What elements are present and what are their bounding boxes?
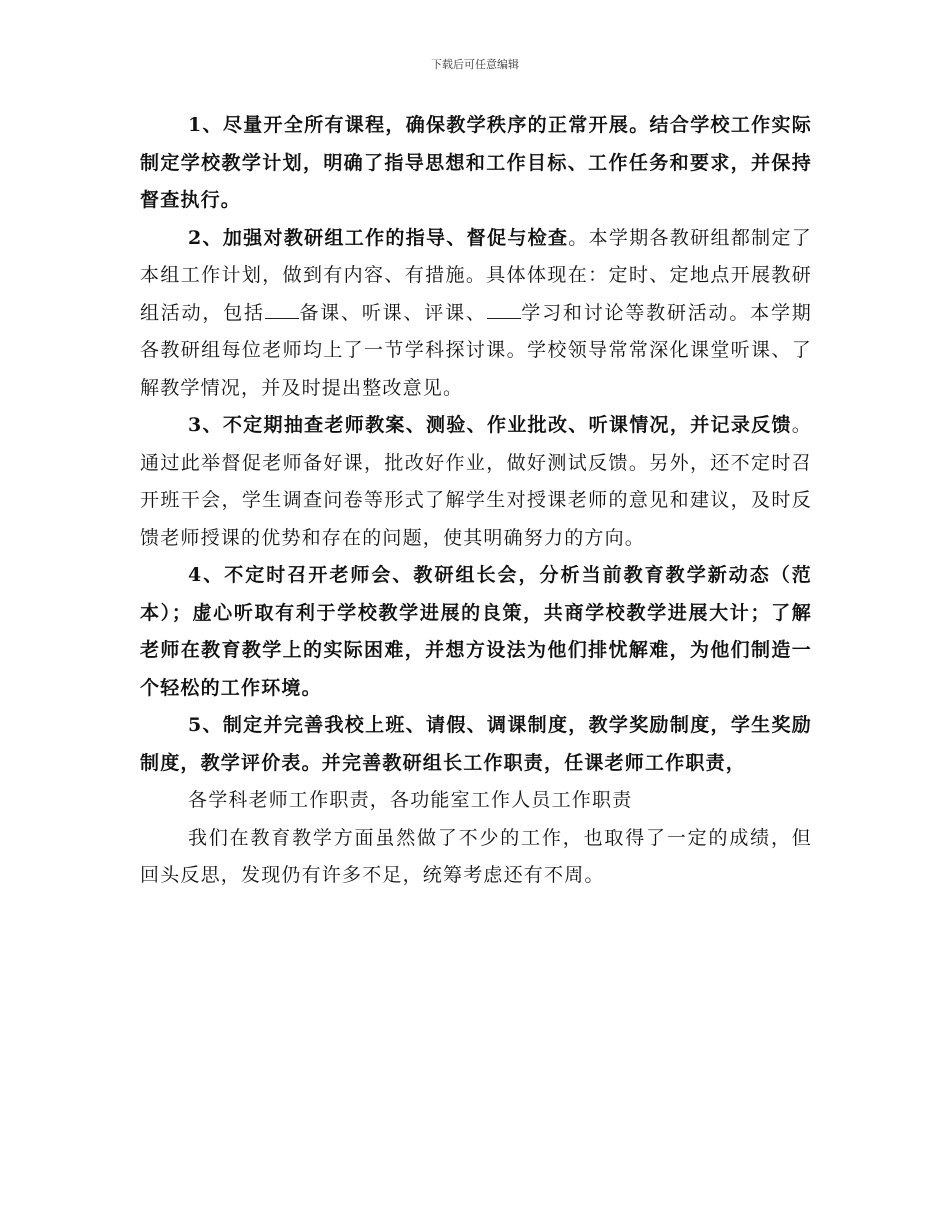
paragraph-3-bold: 3、不定期抽查老师教案、测验、作业批改、听课情况，并记录反馈 [188, 414, 792, 436]
paragraph-3 [140, 407, 812, 557]
blank-line [265, 302, 299, 319]
paragraph-2-text: 。本学期各教研组都制定了本组工作计划，做到有内容、有措施。具体体现在：定时、定地点开展教研组活动，包括 [140, 226, 812, 324]
paragraph-4-bold: 4、不定时召开老师会、教研组长会，分析当前教育教学新动态（范本）；虚心听取有利于学校教学进展的良策，共商学校教学进展大计；了解老师在教育教学上的实际困难，并想方设法为他们排忧解难，为他们制造一个轻松的工作环境。 [140, 564, 812, 699]
paragraph-2 [140, 220, 812, 408]
paragraph-7-text: 我们在教育教学方面虽然做了不少的工作，也取得了一定的成绩，但回头反思，发现仍有许多不足，统筹考虑还有不周。 [140, 826, 812, 886]
paragraph-4 [140, 557, 812, 707]
document-body [140, 107, 812, 895]
paragraph-5-bold: 5、制定并完善我校上班、请假、调课制度，教学奖励制度，学生奖励制度，教学评价表。并完善教研组长工作职责，任课老师工作职责， [140, 714, 812, 774]
paragraph-6-text: 各学科老师工作职责，各功能室工作人员工作职责 [188, 789, 633, 811]
paragraph-1 [140, 107, 812, 220]
page-header: 下载后可任意编辑 [431, 58, 519, 71]
paragraph-2-bold: 2、加强对教研组工作的指导、督促与检查 [188, 226, 569, 249]
paragraph-1-bold: 1、尽量开全所有课程，确保教学秩序的正常开展。结合学校工作实际制定学校教学计划，明确了指导思想和工作目标、工作任务和要求，并保持督查执行。 [140, 114, 812, 211]
paragraph-6 [140, 782, 812, 820]
paragraph-2-text-3: 学习和讨论等教研活动。本学期各教研组每位老师均上了一节学科探讨课。学校领导常常深化课堂听课、了解教学情况，并及时提出整改意见。 [140, 301, 812, 399]
paragraph-2-text-2: 备课、听课、评课、 [298, 301, 487, 324]
paragraph-5 [140, 707, 812, 782]
paragraph-7 [140, 820, 812, 895]
paragraph-3-text: 。通过此举督促老师备好课，批改好作业，做好测试反馈。另外，还不定时召开班干会，学生调查问卷等形式了解学生对授课老师的意见和建议，及时反馈老师授课的优势和存在的问题，使其明确努力的方向。 [140, 414, 812, 549]
blank-line [487, 302, 521, 319]
